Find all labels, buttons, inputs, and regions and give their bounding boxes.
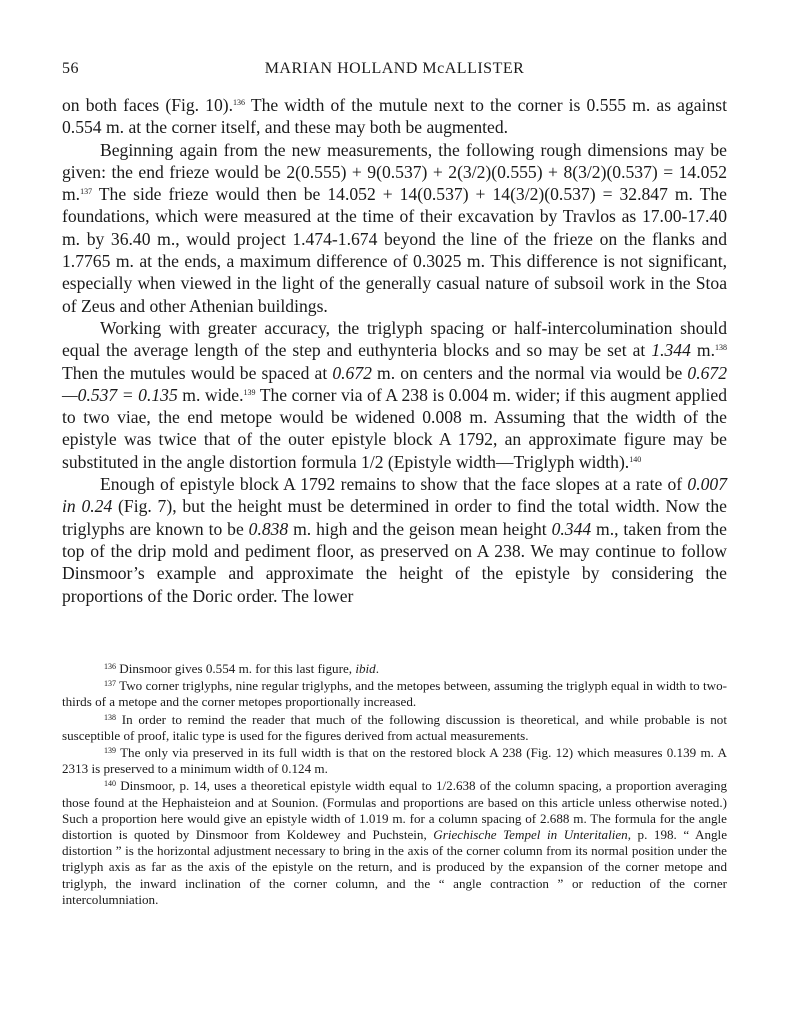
- running-head: MARIAN HOLLAND McALLISTER: [264, 60, 525, 77]
- footnote: $^{139}$ The only via preserved in its full width is that on the restored block A 238 (Fig. 12) which measures 0.139 m. A 2313 is preserved to a minimum width of 0.124 m.: [62, 745, 727, 777]
- footnote-ref[interactable]: 138: [714, 343, 727, 353]
- page-number: 56: [62, 60, 79, 77]
- footnote: $^{136}$ Dinsmoor gives 0.554 m. for this last figure, ibid.: [104, 661, 379, 676]
- paragraph: Enough of epistyle block A 1792 remains to show that the face slopes at a rate of 0.007 in 0.24 (Fig. 7), but the height must be determined in order to find the total width. Now the triglyphs are known to be 0.838 m. high and the geison mean height 0.344 m., taken from the top of the drip mold and pediment floor, as preserved on A 238. We may continue to follow Dinsmoor’s example and approximate the height of the epistyle by considering the proportions of the Doric order. The lower: [62, 474, 727, 606]
- footnote-ref[interactable]: 136: [233, 98, 246, 107]
- paragraph: Working with greater accuracy, the triglyph spacing or half-intercolumination should equal the average length of the step and euthynteria blocks and so may be set at 1.344 m.$^{138}$ Then the mutules would be spaced at 0.672 m. on centers and the normal via would be 0.672—0.537 = 0.135 m. wide.$^{139}$ The corner via of A 238 is 0.004 m. wider; if this augment applied to two viae, the end metope would be widened 0.008 m. Assuming that the width of the epistyle was twice that of the outer epistyle block A 1792, an approximate figure may be substituted in the angle distortion formula 1/2 (Epistyle width—Triglyph width).$^{140}$: [62, 317, 727, 472]
- footnotes: [62, 661, 727, 909]
- paragraph: Beginning again from the new measurements, the following rough dimensions may be given: the end frieze would be 2(0.555) + 9(0.537) + 2(3/2)(0.555) + 8(3/2)(0.537) = 14.052 m.$^{137}$ The side frieze would then be 14.052 + 14(0.537) + 14(3/2)(0.537) = 32.847 m. The foundations, which were measured at the time of their excavation by Travlos as 17.00-17.40 m. by 36.40 m., would project 1.474-1.674 beyond the line of the frieze on the flanks and 1.7765 m. at the ends, a maximum difference of 0.3025 m. This difference is not significant, especially when viewed in the light of the generally casual nature of subsoil work in the Stoa of Zeus and other Athenian buildings.: [62, 139, 727, 316]
- page-header: [62, 60, 727, 84]
- footnote: $^{140}$ Dinsmoor, p. 14, uses a theoretical epistyle width equal to 1/2.638 of the column spacing, a proportion averaging those found at the Hephaisteion and at Sounion. (Formulas and proportions are based on this article unless otherwise noted.) Such a proportion here would give an epistyle width of 1.019 m. for a column spacing of 2.688 m. The formula for the angle distortion is quoted by Dinsmoor from Koldewey and Puchstein, Griechische Tempel in Unteritalien, p. 198. “ Angle distortion ” is the horizontal adjustment necessary to bring in the axis of the corner column from its normal position under the triglyph axis as far as the axis of the epistyle on the return, and is produced by the expansion of the corner metope and triglyph, the inward inclination of the corner column, and the “ angle contraction ” or reduction of the corner intercolumniation.: [62, 778, 728, 907]
- footnote-ref[interactable]: 139: [243, 387, 256, 397]
- paragraph: on both faces (Fig. 10).$^{136}$ The width of the mutule next to the corner is 0.555 m. as against 0.554 m. at the corner itself, and these may both be augmented.: [62, 95, 727, 138]
- footnote-ref[interactable]: 140: [629, 454, 642, 464]
- footnote: $^{138}$ In order to remind the reader that much of the following discussion is theoretical, and while probable is not susceptible of proof, italic type is used for the figures derived from actual measurements.: [62, 711, 727, 743]
- footnote: $^{137}$ Two corner triglyphs, nine regular triglyphs, and the metopes between, assuming the triglyph equal in width to two-thirds of a metope and the corner metopes proportionally increased.: [62, 678, 728, 710]
- main-text: [62, 94, 727, 607]
- footnote-ref[interactable]: 137: [80, 187, 93, 197]
